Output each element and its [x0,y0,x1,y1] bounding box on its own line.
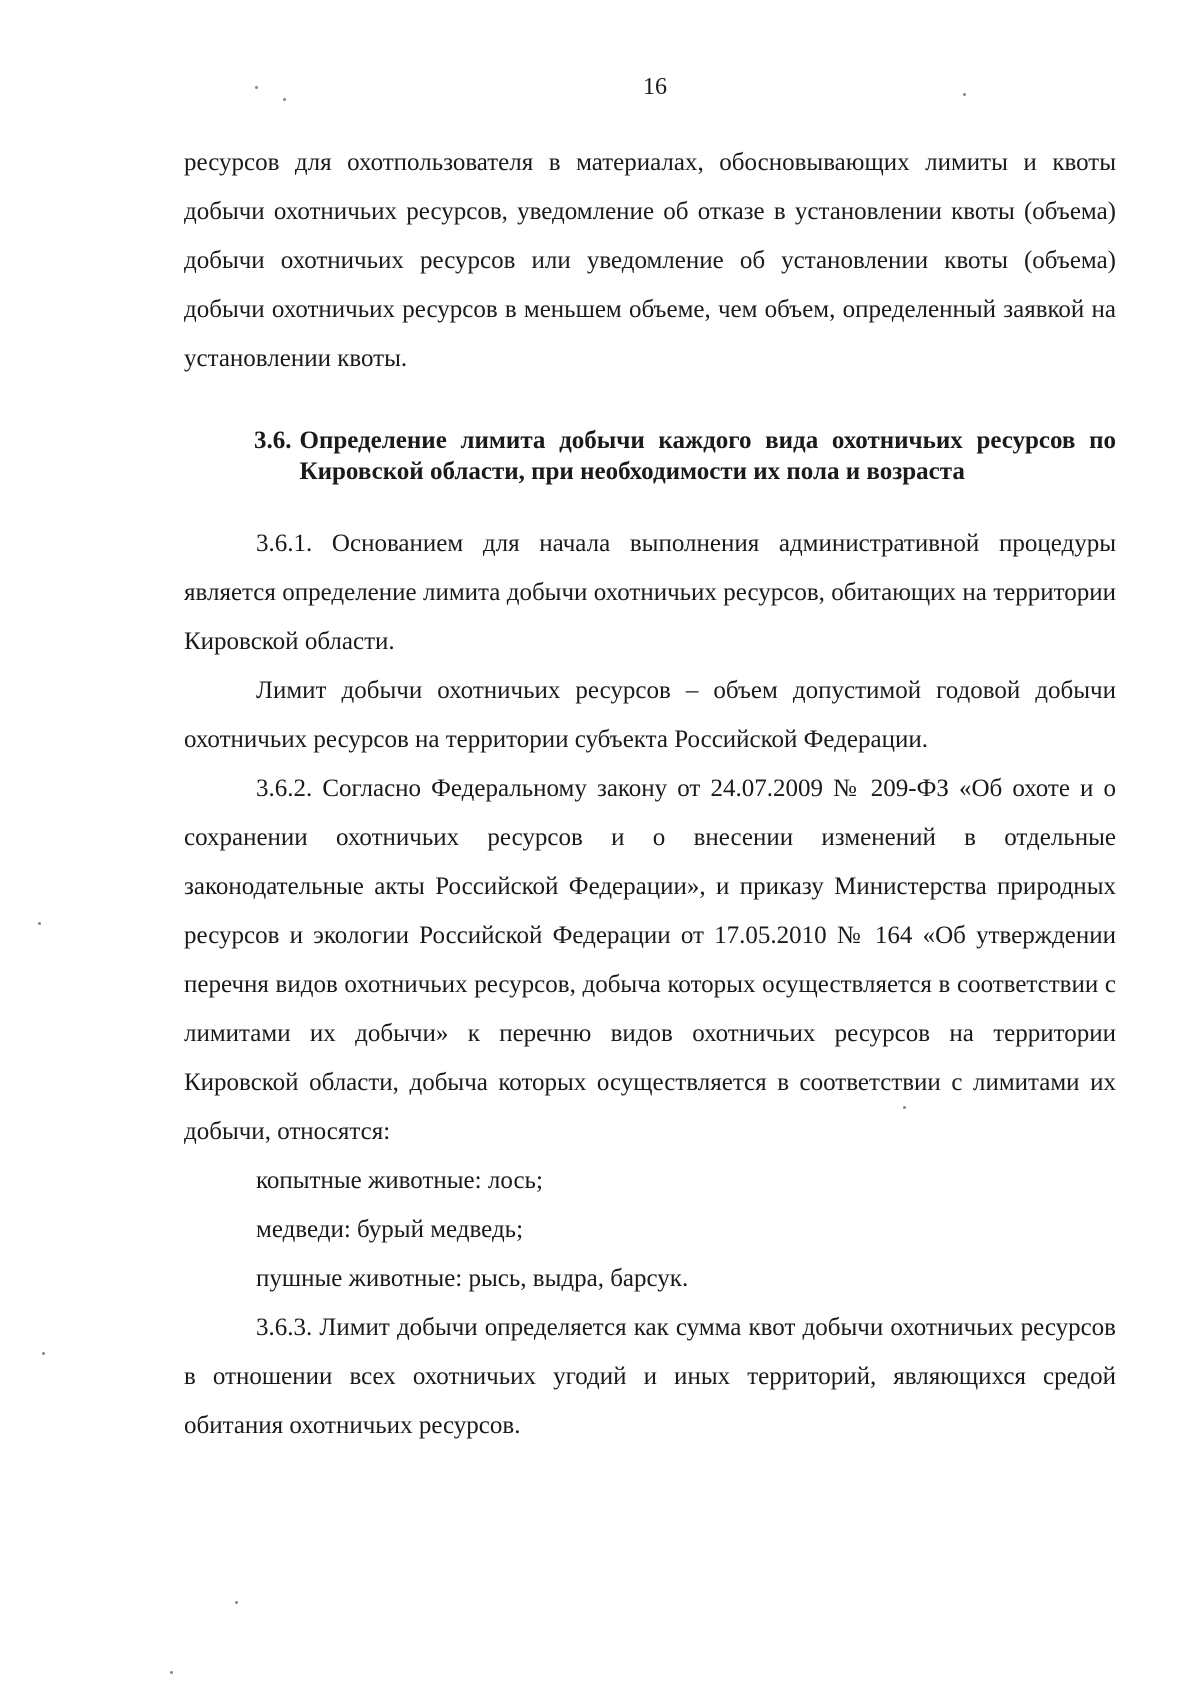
list-item: копытные животные: лось; [256,1167,543,1194]
paragraph-continuation: ресурсов для охотпользователя в материалах, обосновывающих лимиты и квоты добычи охотничьих ресурсов, уведомление об отказе в установлении квоты (объема) добычи охотничьих ресурсов или уведомление об установлении квоты (объема) добычи охотничьих ресурсов в меньшем объеме, чем объем, определенный заявкой на установлении квоты. [184,149,1116,372]
scan-speck [170,1671,173,1674]
paragraph-3-6-1: 3.6.1. Основанием для начала выполнения административной процедуры является определение лимита добычи охотничьих ресурсов, обитающих на территории Кировской области. [184,530,1116,655]
section-title: Определение лимита добычи каждого вида охотничьих ресурсов по Кировской области, при необходимости их пола и возраста [299,427,1116,485]
scan-speck [255,86,258,89]
page-number: 16 [643,74,667,100]
scan-speck [38,922,41,925]
scan-speck [42,1352,45,1355]
list-item: пушные животные: рысь, выдра, барсук. [256,1265,689,1292]
paragraph-limit-definition: Лимит добычи охотничьих ресурсов – объем допустимой годовой добычи охотничьих ресурсов на территории субъекта Российской Федерации. [184,677,1116,753]
scan-speck [903,1106,906,1109]
list-item: медведи: бурый медведь; [256,1216,524,1243]
paragraph-3-6-2: 3.6.2. Согласно Федеральному закону от 24.07.2009 № 209-ФЗ «Об охоте и о сохранении охотничьих ресурсов и о внесении изменений в отдельные законодательные акты Российской Федерации», и приказу Министерства природных ресурсов и экологии Российской Федерации от 17.05.2010 № 164 «Об утверждении перечня видов охотничьих ресурсов, добыча которых осуществляется в соответствии с лимитами их добычи» к перечню видов охотничьих ресурсов на территории Кировской области, добыча которых осуществляется в соответствии с лимитами их добычи, относятся: [184,775,1116,1145]
section-heading [184,425,1116,487]
scan-speck [283,98,286,101]
scan-speck [963,93,966,96]
section-number: 3.6. [254,427,292,454]
document-body [184,138,1116,1450]
species-list [184,1156,1116,1303]
paragraph-3-6-3: 3.6.3. Лимит добычи определяется как сумма квот добычи охотничьих ресурсов в отношении всех охотничьих угодий и иных территорий, являющихся средой обитания охотничьих ресурсов. [184,1314,1116,1439]
scan-speck [235,1601,238,1604]
